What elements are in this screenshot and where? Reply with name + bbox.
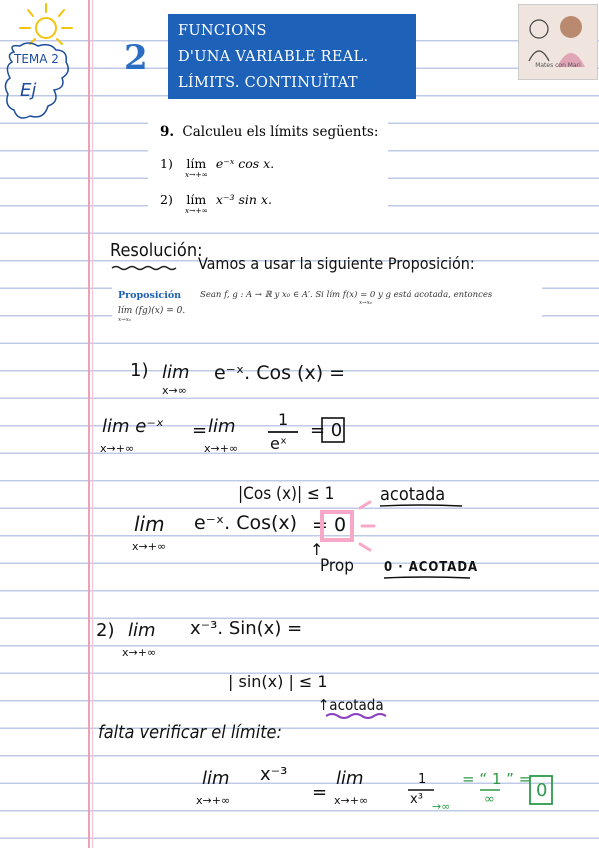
proposition-conclusion: lím (fg)(x) = 0.: [118, 306, 186, 316]
tema-text: TEMA 2: [14, 52, 59, 66]
item-label: 1): [160, 156, 173, 171]
chapter-number: 2: [124, 38, 148, 78]
step2-expression: e⁻ˣ. Cos(x): [194, 512, 298, 534]
tema-label: [4, 40, 74, 124]
step1-fraction-den: eˣ: [270, 434, 287, 453]
work2-lim-sub: x→+∞: [122, 646, 157, 659]
proposition-body: Sean f, g : A → ℝ y x₀ ∈ A′. Si lím f(x) = 0 y g está acotada, entonces: [200, 290, 493, 300]
chapter-title: [168, 14, 416, 99]
final-den-arrow: →∞: [432, 800, 451, 813]
step1-lim-sub: x→+∞: [204, 442, 239, 455]
cos-bound-note: acotada: [380, 484, 446, 505]
title-line-3: LÍMITS. CONTINUÏTAT: [178, 75, 358, 91]
work1-lim: lim: [162, 362, 190, 383]
item-expression: e⁻ˣ cos x.: [215, 156, 275, 171]
logo-caption: Mates con Mari: [535, 62, 581, 69]
zero-bounded-note: 0 · ACOTADA: [384, 560, 479, 575]
problem-text: Calculeu els límits següents:: [182, 124, 379, 140]
work2-lim: lim: [128, 620, 156, 641]
final-lim: lim: [202, 768, 230, 789]
green-result: 0: [536, 780, 548, 801]
lim-word: lím: [186, 192, 207, 207]
final-lim2: lim: [336, 768, 364, 789]
final-fraction-num: 1: [418, 772, 427, 787]
green-denominator: ∞: [484, 792, 495, 807]
work1-expression: e⁻ˣ. Cos (x) =: [214, 362, 346, 384]
author-logo: [518, 4, 598, 80]
sin-bound: | sin(x) | ≤ 1: [228, 672, 328, 691]
cos-bound: |Cos (x)| ≤ 1: [238, 484, 335, 504]
step2-lim: lim: [134, 512, 165, 536]
lim-subscript: x→+∞: [184, 206, 208, 215]
step1-fraction-num: 1: [278, 410, 289, 429]
problem-title: [160, 124, 378, 140]
final-equals: =: [312, 782, 328, 803]
item-label: 2): [160, 192, 173, 207]
problem-item-1: [160, 156, 274, 179]
lim-word: lím: [186, 156, 207, 171]
problem-number: 9.: [160, 124, 175, 140]
work1-label: 1): [130, 360, 149, 381]
resolution-heading: Resolución:: [110, 240, 203, 261]
margin-line: [88, 0, 90, 848]
verify-note: falta verificar el límite:: [98, 722, 282, 743]
step2-result: = 0: [312, 514, 347, 536]
title-line-1: FUNCIONS: [178, 23, 267, 39]
proposition-body-subscript: x→x₀: [359, 300, 373, 306]
work2-label: 2): [96, 620, 115, 641]
final-fraction-den: x³: [410, 792, 423, 807]
final-lim2-sub: x→+∞: [334, 794, 369, 807]
final-lim-sub: x→+∞: [196, 794, 231, 807]
step1-sub: x→+∞: [100, 442, 135, 455]
step1-equals: =: [192, 420, 208, 441]
step2-sub: x→+∞: [132, 540, 167, 553]
item-expression: x⁻³ sin x.: [215, 192, 272, 207]
step1-lim: lim: [208, 416, 236, 437]
problem-item-2: [160, 192, 272, 215]
prop-note: Prop: [320, 556, 354, 576]
prop-arrow: ↑: [310, 540, 324, 559]
proposition-label: Proposición: [118, 290, 182, 301]
resolution-intro: Vamos a usar la siguiente Proposición:: [198, 254, 475, 273]
proposition-box: [112, 282, 542, 332]
margin-line-secondary: [92, 0, 93, 848]
proposition-conclusion-subscript: x→x₀: [118, 317, 132, 323]
lim-subscript: x→+∞: [184, 170, 208, 179]
green-equation: = “ 1 ” =: [462, 770, 532, 788]
sin-bound-note: ↑acotada: [318, 696, 384, 714]
work2-expression: x⁻³. Sin(x) =: [190, 618, 303, 639]
ej-text: Ej: [20, 80, 37, 101]
step1-result: = 0: [310, 420, 343, 441]
problem-statement: [148, 112, 388, 224]
work1-lim-sub: x→∞: [162, 384, 187, 397]
step1-lhs: lim e⁻ˣ: [102, 416, 164, 437]
final-expression: x⁻³: [260, 764, 288, 785]
title-line-2: D'UNA VARIABLE REAL.: [178, 49, 369, 65]
